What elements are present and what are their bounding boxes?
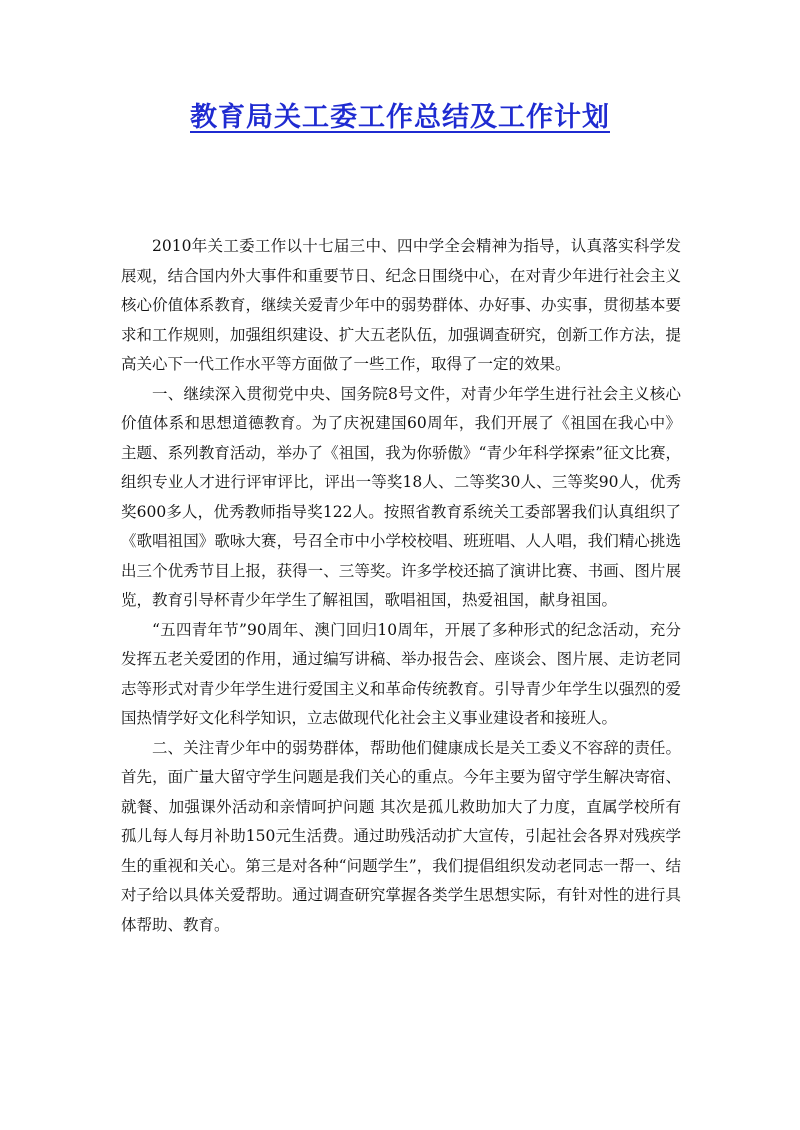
document-title-link[interactable]: 教育局关工委工作总结及工作计划 — [190, 102, 610, 133]
paragraph-section-one: 一、继续深入贯彻党中央、国务院8号文件，对青少年学生进行社会主义核心价值体系和思想道德教育。为了庆祝建国60周年，我们开展了《祖国在我心中》主题、系列教育活动，举办了《祖国，我为你骄傲》“青少年科学探索”征文比赛，组织专业人才进行评审评比，评出一等奖18人、二等奖30人、三等奖90人，优秀奖600多人，优秀教师指导奖122人。按照省教育系统关工委部署我们认真组织了《歌唱祖国》歌咏大赛，号召全市中小学校校唱、班班唱、人人唱，我们精心挑选出三个优秀节目上报，获得一、三等奖。许多学校还搞了演讲比赛、书画、图片展览，教育引导杯青少年学生了解祖国，歌唱祖国，热爱祖国，献身祖国。 — [121, 384, 681, 609]
paragraph-intro: 2010年关工委工作以十七届三中、四中学全会精神为指导，认真落实科学发展观，结合国内外大事件和重要节日、纪念日围绕中心，在对青少年进行社会主义核心价值体系教育，继续关爱青少年中的弱势群体、办好事、办实事，贯彻基本要求和工作规则，加强组织建设、扩大五老队伍，加强调查研究，创新工作方法，提高关心下一代工作水平等方面做了一些工作，取得了一定的效果。 — [121, 237, 681, 373]
paragraph-section-two: 二、关注青少年中的弱势群体，帮助他们健康成长是关工委义不容辞的责任。首先，面广量大留守学生问题是我们关心的重点。今年主要为留守学生解决寄宿、就餐、加强课外活动和亲情呵护问题 其次是孤儿救助加大了力度，直属学校所有孤儿每人每月补助150元生活费。通过助残活动扩大宣传，引起社会各界对残疾学生的重视和关心。第三是对各种“问题学生”，我们提倡组织发动老同志一帮一、结对子给以具体关爱帮助。通过调查研究掌握各类学生思想实际，有针对性的进行具体帮助、教育。 — [121, 738, 681, 934]
paragraph-commemoration: “五四青年节”90周年、澳门回归10周年，开展了多种形式的纪念活动，充分发挥五老关爱团的作用，通过编写讲稿、举办报告会、座谈会、图片展、走访老同志等形式对青少年学生进行爱国主义和革命传统教育。引导青少年学生以强烈的爱国热情学好文化科学知识，立志做现代化社会主义事业建设者和接班人。 — [121, 620, 681, 727]
document-body — [121, 232, 681, 940]
